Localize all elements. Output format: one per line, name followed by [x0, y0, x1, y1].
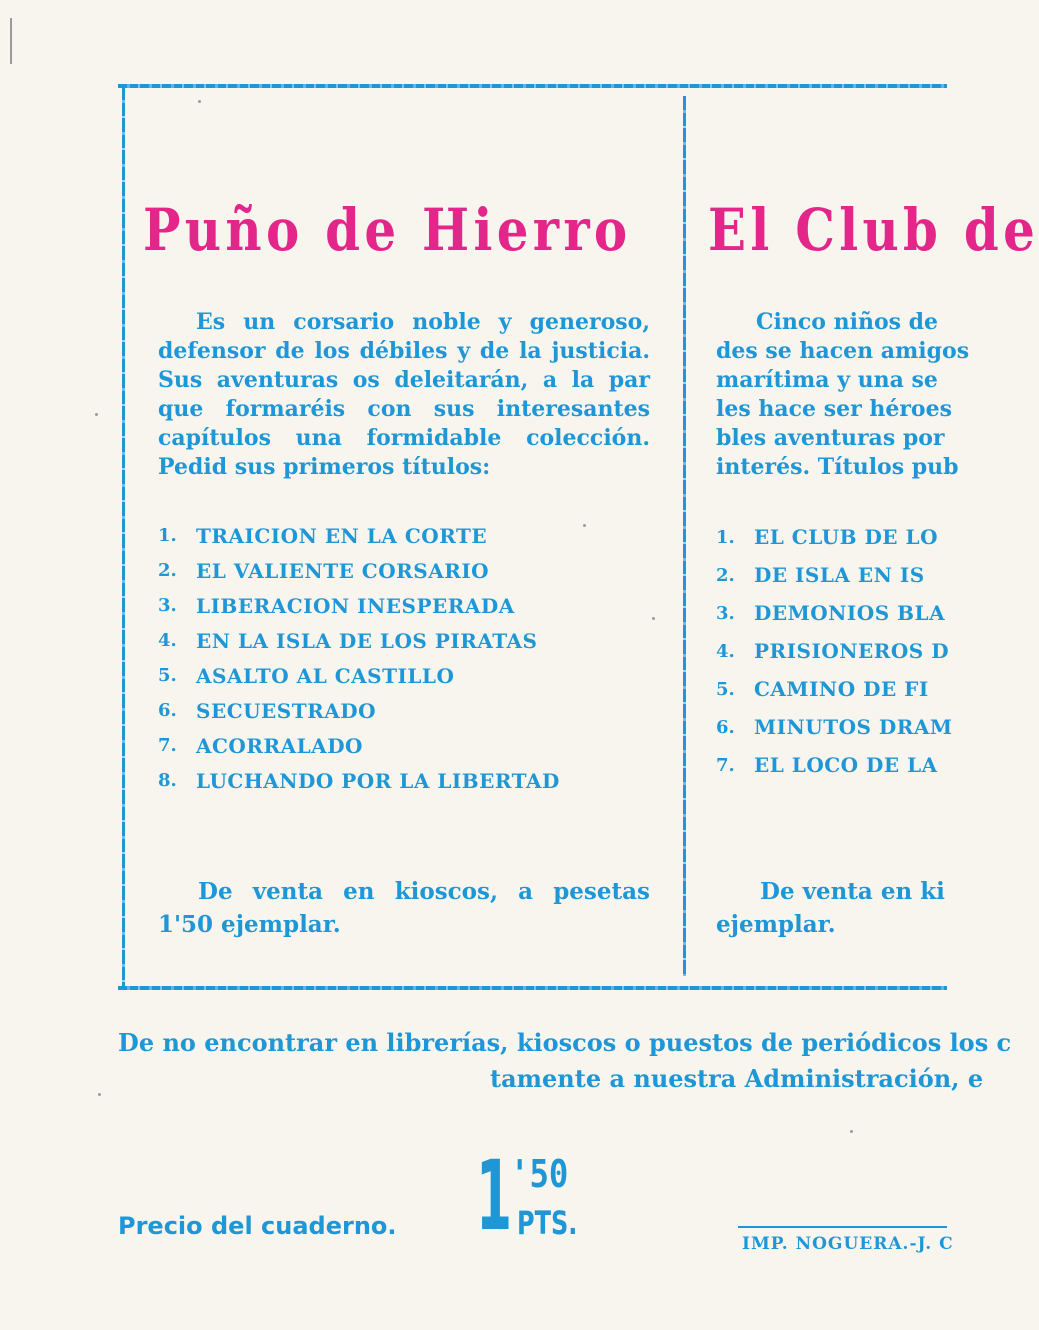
item-number: 2. — [158, 560, 177, 581]
list-item — [716, 594, 953, 632]
item-title: EL CLUB DE LO — [754, 525, 938, 549]
list-item — [716, 670, 953, 708]
item-number: 3. — [158, 595, 177, 616]
item-number: 4. — [158, 630, 177, 651]
print-speck — [95, 413, 98, 416]
left-panel-title: Puño de Hierro — [143, 196, 632, 264]
description-line: les hace ser héroes — [716, 396, 952, 422]
sale-line: ejemplar. — [716, 911, 836, 938]
item-number: 6. — [158, 700, 177, 721]
item-title: PRISIONEROS D — [754, 639, 950, 663]
item-title: LIBERACION INESPERADA — [196, 593, 515, 618]
item-title: SECUESTRADO — [196, 698, 377, 723]
price-label: Precio del cuaderno. — [118, 1212, 397, 1240]
item-number: 1. — [158, 525, 177, 546]
price-decimal: '50 — [510, 1152, 569, 1196]
list-item — [716, 708, 953, 746]
item-number: 7. — [158, 735, 177, 756]
item-number: 6. — [716, 716, 735, 738]
list-item — [158, 728, 560, 763]
description-line: bles aventuras por — [716, 425, 945, 451]
left-panel-description: Es un corsario noble y generoso, defensor de los débiles y de la justicia. Sus aventuras os deleitarán, a la par que formaréis con sus interesantes capítulos una formidable colección. Pedid sus primeros títulos: — [158, 309, 650, 480]
price-unit: PTS. — [517, 1204, 578, 1242]
print-speck — [583, 524, 586, 527]
item-title: DE ISLA EN IS — [754, 563, 925, 587]
left-titles-list — [158, 518, 560, 798]
item-title: ASALTO AL CASTILLO — [196, 663, 455, 688]
item-title: CAMINO DE FI — [754, 677, 929, 701]
item-number: 4. — [716, 640, 735, 662]
item-title: ACORRALADO — [196, 733, 363, 758]
frame-top-border — [118, 84, 947, 88]
item-number: 5. — [158, 665, 177, 686]
print-speck — [652, 617, 655, 620]
description-line: Cinco niños de — [756, 309, 939, 335]
item-title: EL VALIENTE CORSARIO — [196, 558, 490, 583]
right-sale-text — [716, 875, 945, 941]
list-item — [158, 623, 560, 658]
description-line: marítima y una se — [716, 367, 938, 393]
price-integer: 1 — [476, 1140, 513, 1252]
item-number: 1. — [716, 526, 735, 548]
notice-line-1: De no encontrar en librerías, kioscos o puestos de periódicos los c — [118, 1028, 1012, 1057]
print-speck — [198, 100, 201, 103]
description-line: interés. Títulos pub — [716, 454, 959, 480]
item-title: EN LA ISLA DE LOS PIRATAS — [196, 628, 538, 653]
list-item — [158, 693, 560, 728]
print-speck — [98, 1093, 101, 1096]
item-number: 8. — [158, 770, 177, 791]
print-speck — [850, 1130, 853, 1133]
item-title: EL LOCO DE LA — [754, 753, 938, 777]
list-item — [158, 518, 560, 553]
right-titles-list — [716, 518, 953, 784]
list-item — [716, 632, 953, 670]
frame-left-border — [122, 86, 125, 988]
item-number: 5. — [716, 678, 735, 700]
item-title: LUCHANDO POR LA LIBERTAD — [196, 768, 560, 793]
imprint-rule — [738, 1226, 947, 1228]
list-item — [158, 553, 560, 588]
list-item — [716, 518, 953, 556]
item-number: 7. — [716, 754, 735, 776]
item-title: MINUTOS DRAM — [754, 715, 953, 739]
notice-line-2: tamente a nuestra Administración, e — [490, 1064, 984, 1093]
frame-bottom-border — [118, 986, 947, 990]
printer-imprint: IMP. NOGUERA.-J. C — [742, 1234, 954, 1254]
left-sale-text: De venta en kioscos, a pesetas 1'50 ejemplar. — [158, 878, 650, 938]
right-panel-description — [716, 308, 969, 482]
list-item — [716, 556, 953, 594]
description-line: des se hacen amigos — [716, 338, 970, 364]
sale-line: De venta en ki — [760, 878, 945, 905]
item-title: DEMONIOS BLA — [754, 601, 946, 625]
right-panel-title: El Club de — [708, 196, 1039, 264]
frame-center-divider — [683, 96, 686, 976]
list-item — [158, 588, 560, 623]
item-title: TRAICION EN LA CORTE — [196, 523, 488, 548]
list-item — [158, 763, 560, 798]
list-item — [716, 746, 953, 784]
list-item — [158, 658, 560, 693]
item-number: 2. — [716, 564, 735, 586]
scan-edge-mark — [10, 18, 12, 64]
item-number: 3. — [716, 602, 735, 624]
